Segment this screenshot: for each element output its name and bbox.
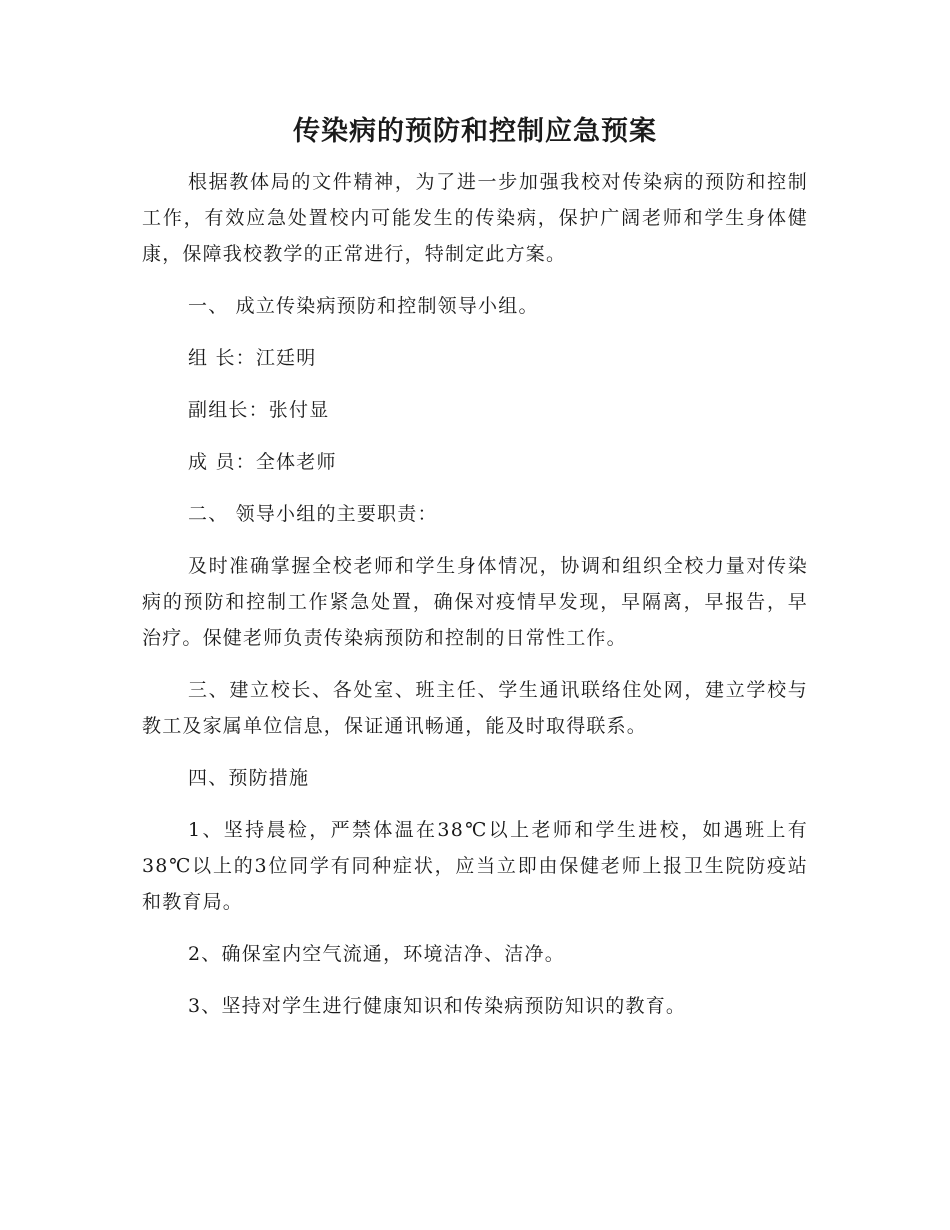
document-title: 传染病的预防和控制应急预案: [293, 116, 657, 147]
paragraph-duties: 及时准确掌握全校老师和学生身体情况，协调和组织全校力量对传染病的预防和控制工作紧急处置，确保对疫情早发现，早隔离，早报告，早治疗。保健老师负责传染病预防和控制的日常性工作。: [142, 555, 808, 649]
measure-1: 1、坚持晨检，严禁体温在38℃以上老师和学生进校，如遇班上有38℃以上的3位同学有同种症状，应当立即由保健老师上报卫生院防疫站和教育局。: [142, 819, 808, 913]
measure-2: 2、确保室内空气流通，环境洁净、洁净。: [188, 943, 565, 965]
section-heading-2: 二、 领导小组的主要职责：: [188, 503, 438, 525]
section-heading-4: 四、预防措施: [188, 767, 310, 789]
paragraph-intro: 根据教体局的文件精神，为了进一步加强我校对传染病的预防和控制工作，有效应急处置校内可能发生的传染病，保护广阔老师和学生身体健康，保障我校教学的正常进行，特制定此方案。: [142, 171, 808, 265]
document-body: [142, 164, 808, 1024]
measure-3: 3、坚持对学生进行健康知识和传染病预防知识的教育。: [188, 995, 687, 1017]
deputy-leader: 副组长：张付显: [188, 399, 330, 421]
members: 成 员：全体老师: [188, 451, 337, 473]
section-heading-3: 三、建立校长、各处室、班主任、学生通讯联络住处网，建立学校与教工及家属单位信息，保证通讯畅通，能及时取得联系。: [142, 679, 808, 737]
group-leader: 组 长：江廷明: [188, 347, 317, 369]
section-heading-1: 一、 成立传染病预防和控制领导小组。: [188, 295, 539, 317]
